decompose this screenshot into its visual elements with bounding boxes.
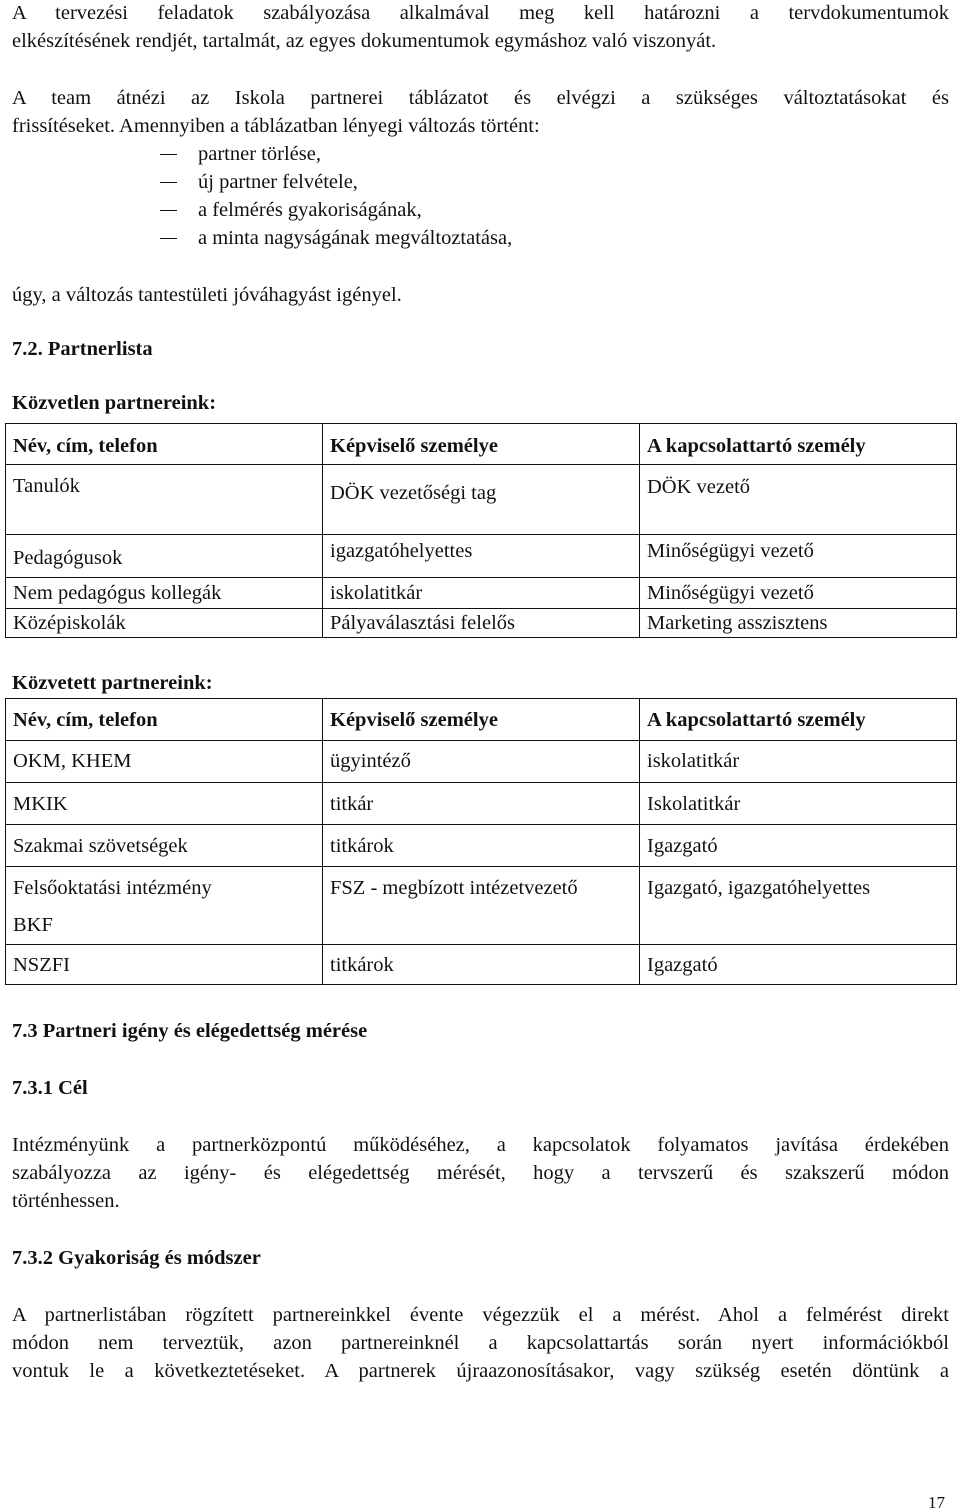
table-cell: Pedagógusok <box>6 535 323 578</box>
table-cell-line: BKF <box>13 913 53 936</box>
subsection-heading-7-3-1: 7.3.1 Cél <box>12 1077 88 1099</box>
table-cell: titkárok <box>323 825 640 867</box>
table-row <box>6 578 957 609</box>
intro-line: elkészítésének rendjét, tartalmát, az egyes dokumentumok egymáshoz való viszonyát. <box>12 30 717 52</box>
body-line: Intézményünk a partnerközpontú működéséhez, a kapcsolatok folyamatos javítása érdekében <box>12 1134 949 1156</box>
table-cell: Szakmai szövetségek <box>6 825 323 867</box>
bullet-item: a felmérés gyakoriságának, <box>198 199 422 221</box>
table-cell: titkár <box>323 783 640 825</box>
table-row <box>6 465 957 535</box>
intro-line: A tervezési feladatok szabályozása alkalmával meg kell határozni a tervdokumentumok <box>12 2 949 24</box>
bullet-item: új partner felvétele, <box>198 171 358 193</box>
table-cell: Minőségügyi vezető <box>640 535 957 578</box>
bullet-item: a minta nagyságának megváltoztatása, <box>198 227 513 249</box>
table-cell: iskolatitkár <box>640 741 957 783</box>
indirect-partners-table <box>5 698 957 985</box>
header-cell: A kapcsolattartó személy <box>640 424 957 465</box>
body-line: szabályozza az igény- és elégedettség mérését, hogy a tervszerű és szakszerű módon <box>12 1162 949 1184</box>
subsection-heading-7-3-2: 7.3.2 Gyakoriság és módszer <box>12 1247 261 1269</box>
table-cell: Nem pedagógus kollegák <box>6 578 323 609</box>
table-cell: NSZFI <box>6 945 323 985</box>
intro-line: A team átnézi az Iskola partnerei táblázatot és elvégzi a szükséges változtatásokat és <box>12 87 949 109</box>
table-cell: DÖK vezetőségi tag <box>323 465 640 535</box>
table-cell <box>6 867 323 945</box>
table-cell: FSZ - megbízott intézetvezető <box>323 867 640 945</box>
table-cell: MKIK <box>6 783 323 825</box>
header-cell: Képviselő személye <box>323 699 640 741</box>
body-line: vontuk le a következtetéseket. A partnerek újraazonosításakor, vagy szükség esetén döntünk a <box>12 1360 949 1382</box>
section-heading-7-3: 7.3 Partneri igény és elégedettség mérése <box>12 1020 368 1042</box>
table-cell: Minőségügyi vezető <box>640 578 957 609</box>
table-cell: ügyintéző <box>323 741 640 783</box>
table-cell: iskolatitkár <box>323 578 640 609</box>
table-cell: Pályaválasztási felelős <box>323 609 640 638</box>
dash-bullet <box>160 154 177 155</box>
bullet-item: partner törlése, <box>198 143 321 165</box>
table-cell: Igazgató, igazgatóhelyettes <box>640 867 957 945</box>
table-row <box>6 741 957 783</box>
table-cell: Tanulók <box>6 465 323 535</box>
body-line: módon nem terveztük, azon partnereinknél a kapcsolattartás során nyert információkból <box>12 1332 949 1354</box>
table-cell: Iskolatitkár <box>640 783 957 825</box>
table-header-row <box>6 424 957 465</box>
table-header-row <box>6 699 957 741</box>
table-row <box>6 535 957 578</box>
table-row <box>6 867 957 945</box>
table-cell: Középiskolák <box>6 609 323 638</box>
table-cell-line: Felsőoktatási intézmény <box>13 877 212 899</box>
table-cell: Igazgató <box>640 825 957 867</box>
table-cell: Marketing asszisztens <box>640 609 957 638</box>
header-cell: Név, cím, telefon <box>6 699 323 741</box>
direct-partners-label: Közvetlen partnereink: <box>12 392 217 414</box>
dash-bullet <box>160 238 177 239</box>
indirect-partners-label: Közvetett partnereink: <box>12 672 213 694</box>
header-cell: Képviselő személye <box>323 424 640 465</box>
body-line: történhessen. <box>12 1190 120 1212</box>
intro-line: frissítéseket. Amennyiben a táblázatban lényegi változás történt: <box>12 115 540 137</box>
table-cell: DÖK vezető <box>640 465 957 535</box>
intro-closing: úgy, a változás tantestületi jóváhagyást igényel. <box>12 284 402 306</box>
table-cell: titkárok <box>323 945 640 985</box>
header-cell: A kapcsolattartó személy <box>640 699 957 741</box>
direct-partners-table <box>5 423 957 638</box>
table-cell: Igazgató <box>640 945 957 985</box>
table-cell: OKM, KHEM <box>6 741 323 783</box>
table-cell: igazgatóhelyettes <box>323 535 640 578</box>
section-heading-7-2: 7.2. Partnerlista <box>12 338 153 360</box>
dash-bullet <box>160 182 177 183</box>
page-number: 17 <box>928 1493 945 1512</box>
table-row <box>6 825 957 867</box>
table-row <box>6 609 957 638</box>
header-cell: Név, cím, telefon <box>6 424 323 465</box>
dash-bullet <box>160 210 177 211</box>
table-row <box>6 945 957 985</box>
body-line: A partnerlistában rögzített partnereinkkel évente végezzük el a mérést. Ahol a felmérést direkt <box>12 1304 949 1326</box>
table-row <box>6 783 957 825</box>
